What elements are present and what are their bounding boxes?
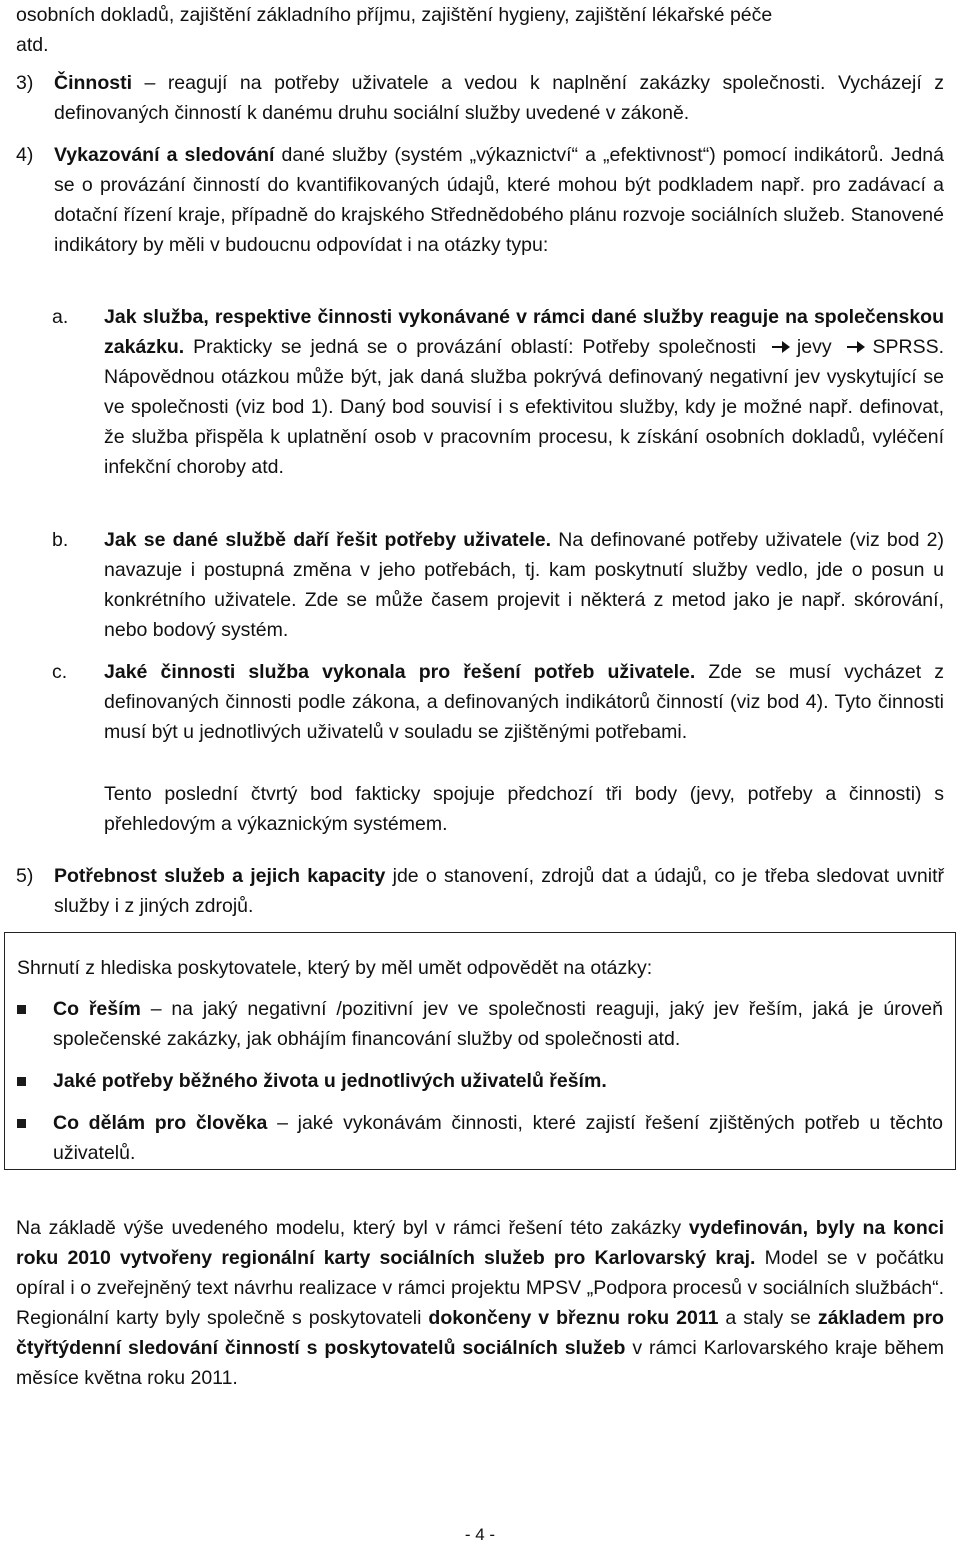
summary-bullet-2-title: Jaké potřeby běžného života u jednotlivých uživatelů řeším. (53, 1070, 607, 1092)
summary-box (4, 932, 956, 1170)
sub-item-a-text-after: Nápovědnou otázkou může být, jak daná služba pokrývá definovaný negativní jev vyskytující se ve společnosti (viz bod 1). Daný bod souvisí i s efektivitou služby, kdy je možné např. definovat, že služba přispěla k uplatnění osob v pracovním procesu, k získání osobních dokladů, vyléčení infekční choroby atd. (104, 366, 944, 478)
summary-bullet-1 (17, 994, 943, 1054)
point-5 (16, 861, 944, 921)
point-3 (16, 68, 944, 128)
summary-bullet-3-text: – jaké vykonávám činnosti, které zajistí řešení zjištěných potřeb u těchto uživatelů. (53, 1112, 943, 1164)
sub-item-a-title: Jak služba, respektive činnosti vykonávané v rámci dané služby reaguje na společenskou zakázku. (104, 306, 944, 358)
point-5-number: 5) (16, 865, 34, 887)
final-paragraph (16, 1213, 944, 1393)
point-4-text: dané služby (systém „výkaznictví“ a „efektivnost“) pomocí indikátorů. Jedná se o provázání činností do kvantifikovaných údajů, které mohou být podkladem např. pro zadávací a dotační řízení kraje, případně do krajského Střednědobého plánu rozvoje sociálních služeb. Stanovené indikátory by měli v budoucnu odpovídat i na otázky typu: (54, 144, 944, 256)
point-5-text: jde o stanovení, zdrojů dat a údajů, co je třeba sledovat uvnitř služby i z jiných zdrojů. (54, 865, 944, 917)
sub-item-b-label: b. (52, 529, 69, 551)
summary-bullet-3 (17, 1108, 943, 1168)
sub-item-a-text-before: Prakticky se jedná se o provázání oblastí: Potřeby společnosti (184, 336, 757, 358)
intro-line1: osobních dokladů, zajištění základního příjmu, zajištění hygieny, zajištění lékařské péče (16, 4, 773, 26)
sub-item-b-text: Na definované potřeby uživatele (viz bod 2) navazuje i postupná změna v jeho potřebách, tj. kam poskytnutí služby vedlo, jde o posun u konkrétního uživatele. Zde se může časem projevit i některá z metod jako je např. skórování, nebo bodový systém. (104, 529, 944, 641)
square-bullet-icon (17, 1119, 26, 1128)
point-3-title: Činnosti (54, 72, 132, 94)
sub-item-c-text: Zde se musí vycházet z definovaných činnosti podle zákona, a definovaných indikátorů činností (viz bod 4). Tyto činnosti musí být u jednotlivých uživatelů v souladu se zjištěnými potřebami. (104, 661, 944, 743)
summary-bullet-2 (17, 1066, 943, 1096)
word-jevy: jevy (796, 336, 832, 358)
word-sprss: SPRSS. (872, 336, 944, 358)
sub-item-c-closing: Tento poslední čtvrtý bod fakticky spojuje předchozí tři body (jevy, potřeby a činnosti) s přehledovým a výkaznickým systémem. (104, 783, 944, 835)
final-bold-2: dokončeny v březnu roku 2011 (428, 1307, 719, 1329)
point-3-text: – reagují na potřeby uživatele a vedou k naplnění zakázky společnosti. Vycházejí z definovaných činností k danému druhu sociální služby uvedené v zákoně. (54, 72, 944, 124)
summary-bullet-3-title: Co dělám pro člověka (53, 1112, 268, 1134)
point-3-number: 3) (16, 72, 34, 94)
page-number: - 4 - (464, 1525, 496, 1544)
summary-bullet-1-title: Co řeším (53, 998, 141, 1020)
final-text-1: Na základě výše uvedeného modelu, který byl v rámci řešení této zakázky (16, 1217, 689, 1239)
final-text-3: a staly se (718, 1307, 818, 1329)
intro-line2: atd. (16, 34, 49, 56)
square-bullet-icon (17, 1077, 26, 1086)
final-text-2: Model se v počátku opíral i o zveřejněný text návrhu realizace v rámci projektu MPSV „Podpora procesů v sociálních službách“. Regionální karty byly společně s poskytovateli (16, 1247, 944, 1329)
point-5-title: Potřebnost služeb a jejich kapacity (54, 865, 386, 887)
sub-item-c (16, 657, 944, 839)
sub-item-b-title: Jak se dané službě daří řešit potřeby uživatele. (104, 529, 552, 551)
right-arrow-icon (771, 340, 791, 354)
final-bold-3: základem pro čtyřtýdenní sledování činností s poskytovatelů sociálních služeb (16, 1307, 944, 1359)
summary-heading: Shrnutí z hlediska poskytovatele, který by měl umět odpovědět na otázky: (17, 957, 653, 979)
intro-tail (16, 0, 944, 60)
point-4 (16, 140, 944, 260)
sub-item-c-title: Jaké činnosti služba vykonala pro řešení potřeb uživatele. (104, 661, 696, 683)
point-4-number: 4) (16, 144, 34, 166)
square-bullet-icon (17, 1005, 26, 1014)
right-arrow-icon (846, 340, 866, 354)
sub-item-c-label: c. (52, 661, 68, 683)
sub-item-a-label: a. (52, 306, 69, 328)
summary-bullet-1-text: – na jaký negativní /pozitivní jev ve společnosti reaguji, jaký jev řeším, jaká je úroveň společenské zakázky, jak obhájím financování služby od společnosti atd. (53, 998, 943, 1050)
sub-item-b (16, 525, 944, 645)
final-bold-1: vydefinován, byly na konci roku 2010 vytvořeny regionální karty sociálních služeb pro Karlovarský kraj. (16, 1217, 944, 1269)
point-4-title: Vykazování a sledování (54, 144, 275, 166)
sub-item-a (16, 302, 944, 482)
final-text-4: v rámci Karlovarského kraje během měsíce května roku 2011. (16, 1337, 944, 1389)
